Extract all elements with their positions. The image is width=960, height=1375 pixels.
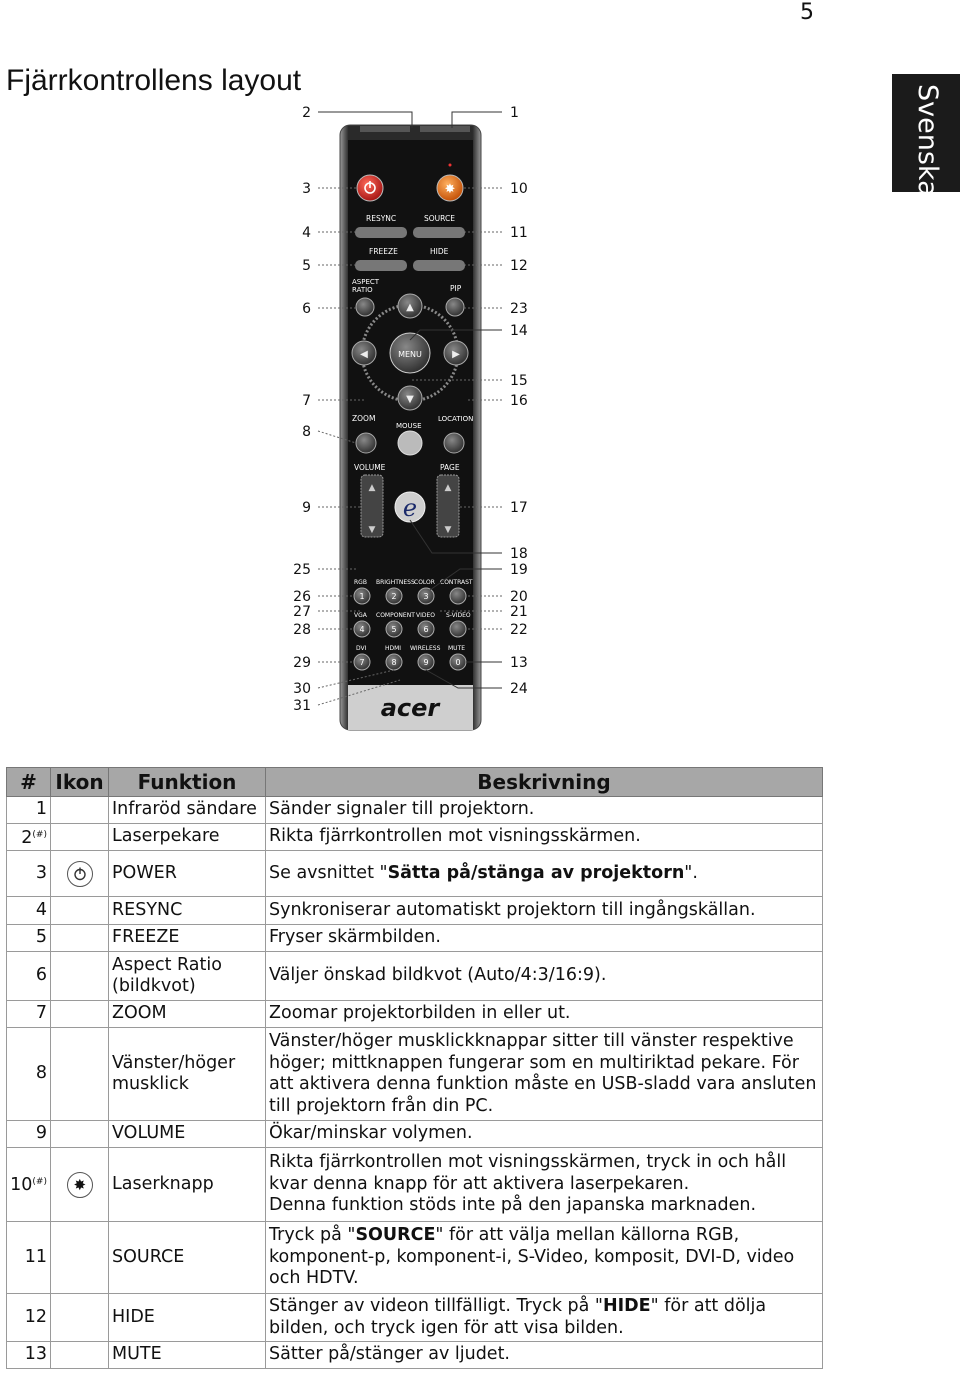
page-title: Fjärrkontrollens layout [6, 64, 302, 97]
svg-text:1: 1 [359, 592, 365, 601]
svg-text:30: 30 [293, 681, 311, 697]
table-header-row [7, 768, 823, 797]
svg-text:31: 31 [293, 698, 311, 714]
chevron-right-icon: ▶ [452, 349, 460, 360]
laser-icon: ✸ [444, 182, 456, 197]
svg-text:21: 21 [510, 604, 528, 620]
svg-text:26: 26 [293, 589, 311, 605]
svg-text:2: 2 [391, 592, 397, 601]
svg-text:0: 0 [455, 658, 461, 667]
svg-text:▼: ▼ [368, 525, 376, 535]
table-row: 2(#) Laserpekare Rikta fjärrkontrollen mot visningsskärmen. [7, 824, 823, 851]
chevron-left-icon: ◀ [360, 349, 368, 360]
svg-text:6: 6 [423, 625, 429, 634]
aspect-ratio-button [356, 298, 374, 316]
svg-text:13: 13 [510, 655, 528, 671]
indicator-led [449, 164, 452, 167]
svg-text:17: 17 [510, 500, 528, 516]
mouse-right-button [444, 433, 464, 453]
freeze-button [355, 260, 407, 271]
svg-text:27: 27 [293, 604, 311, 620]
laser-icon: ✸ [67, 1172, 93, 1198]
svg-text:6: 6 [302, 301, 311, 317]
chevron-down-icon: ▼ [406, 394, 414, 405]
table-row: 6 Aspect Ratio (bildkvot) Väljer önskad bildkvot (Auto/4:3/16:9). [7, 952, 823, 1001]
svg-text:▼: ▼ [444, 525, 452, 535]
svg-text:22: 22 [510, 622, 528, 638]
header-description: Beskrivning [266, 768, 823, 797]
resync-button [355, 227, 407, 238]
svg-text:5: 5 [391, 625, 397, 634]
svg-text:25: 25 [293, 562, 311, 578]
table-row: 13 MUTE Sätter på/stänger av ljudet. [7, 1342, 823, 1369]
label-hide: HIDE [430, 247, 449, 256]
mouse-center-button [398, 431, 422, 455]
e-key-icon: e [402, 494, 418, 522]
svg-text:RATIO: RATIO [352, 286, 373, 294]
svg-text:28: 28 [293, 622, 311, 638]
svg-text:11: 11 [510, 225, 528, 241]
svg-text:16: 16 [510, 393, 528, 409]
svg-text:4: 4 [359, 625, 365, 634]
chevron-up-icon: ▲ [406, 302, 414, 313]
table-row: 7 ZOOM Zoomar projektorbilden in eller ut. [7, 1001, 823, 1028]
svg-text:CONTRAST: CONTRAST [440, 579, 473, 586]
table-row: 11 SOURCE Tryck på "SOURCE" för att välja mellan källorna RGB, komponent-p, komponent-i, S-Video, komposit, DVI-D, video och HDTV. [7, 1222, 823, 1294]
svg-text:9: 9 [302, 500, 311, 516]
svg-text:3: 3 [302, 181, 311, 197]
svg-text:S-VIDEO: S-VIDEO [446, 612, 471, 619]
svg-text:HDMI: HDMI [385, 645, 402, 652]
svg-text:9: 9 [423, 658, 429, 667]
svg-text:12: 12 [510, 258, 528, 274]
header-num: # [7, 768, 51, 797]
svg-text:14: 14 [510, 323, 528, 339]
label-mouse: MOUSE [396, 422, 422, 430]
svg-text:23: 23 [510, 301, 528, 317]
svg-text:7: 7 [302, 393, 311, 409]
table-row: 9 VOLUME Ökar/minskar volymen. [7, 1121, 823, 1148]
svg-text:15: 15 [510, 373, 528, 389]
label-resync: RESYNC [366, 214, 397, 223]
key-contrast [450, 588, 466, 604]
mouse-left-button [356, 433, 376, 453]
svg-text:10: 10 [510, 181, 528, 197]
function-table [6, 767, 823, 1369]
source-button [413, 227, 465, 238]
svg-text:DVI: DVI [356, 645, 367, 652]
svg-text:COLOR: COLOR [414, 579, 435, 586]
svg-text:8: 8 [302, 424, 311, 440]
svg-text:MUTE: MUTE [448, 645, 466, 652]
table-row: 1 Infraröd sändare Sänder signaler till projektorn. [7, 797, 823, 824]
svg-text:18: 18 [510, 546, 528, 562]
svg-text:3: 3 [423, 592, 429, 601]
page-number: 5 [800, 0, 814, 25]
table-row: 5 FREEZE Fryser skärmbilden. [7, 925, 823, 952]
svg-text:RGB: RGB [354, 579, 367, 586]
svg-text:COMPONENT: COMPONENT [376, 612, 415, 619]
power-icon [67, 861, 93, 887]
label-volume: VOLUME [354, 463, 386, 472]
label-zoom: ZOOM [352, 414, 376, 423]
label-menu: MENU [398, 350, 422, 359]
svg-text:▲: ▲ [368, 483, 376, 493]
svg-text:WIRELESS: WIRELESS [410, 645, 441, 652]
pip-button [446, 298, 464, 316]
table-row: 8 Vänster/höger musklick Vänster/höger musklickknappar sitter till vänster respektive höger; mittknappen fungerar som en multiriktad pekare. För att aktivera denna funktion måste en USB-sladd vara ansluten till projektorn från din PC. [7, 1028, 823, 1121]
table-row: 10(#) ✸ Laserknapp Rikta fjärrkontrollen mot visningsskärmen, tryck in och håll kvar denna knapp för att aktivera laserpekaren. Denna funktion stöds inte på den japanska marknaden. [7, 1148, 823, 1222]
language-tab-label: Svenska [912, 84, 943, 197]
hide-button [413, 260, 465, 271]
table-row: 3 POWER Se avsnittet "Sätta på/stänga av projektorn". [7, 851, 823, 897]
svg-text:29: 29 [293, 655, 311, 671]
label-pip: PIP [450, 284, 462, 293]
label-source: SOURCE [424, 214, 455, 223]
label-freeze: FREEZE [369, 247, 398, 256]
svg-text:1: 1 [510, 105, 519, 121]
svg-text:24: 24 [510, 681, 528, 697]
svg-text:VGA: VGA [354, 612, 367, 619]
svg-text:VIDEO: VIDEO [416, 612, 436, 619]
svg-text:20: 20 [510, 589, 528, 605]
svg-text:4: 4 [302, 225, 311, 241]
svg-text:2: 2 [302, 105, 311, 121]
svg-text:7: 7 [359, 658, 365, 667]
key-svideo [450, 621, 466, 637]
header-icon: Ikon [51, 768, 109, 797]
label-page: PAGE [440, 463, 460, 472]
svg-text:19: 19 [510, 562, 528, 578]
svg-text:▲: ▲ [444, 483, 452, 493]
svg-text:8: 8 [391, 658, 397, 667]
svg-text:BRIGHTNESS: BRIGHTNESS [376, 579, 415, 586]
table-row: 12 HIDE Stänger av videon tillfälligt. Tryck på "HIDE" för att dölja bilden, och tryck igen för att visa bilden. [7, 1294, 823, 1342]
label-aspect-ratio: ASPECT [352, 278, 380, 286]
acer-logo: acer [380, 694, 440, 722]
table-row: 4 RESYNC Synkroniserar automatiskt projektorn till ingångskällan. [7, 897, 823, 925]
label-location: LOCATION [438, 415, 474, 423]
svg-text:5: 5 [302, 258, 311, 274]
header-function: Funktion [109, 768, 266, 797]
